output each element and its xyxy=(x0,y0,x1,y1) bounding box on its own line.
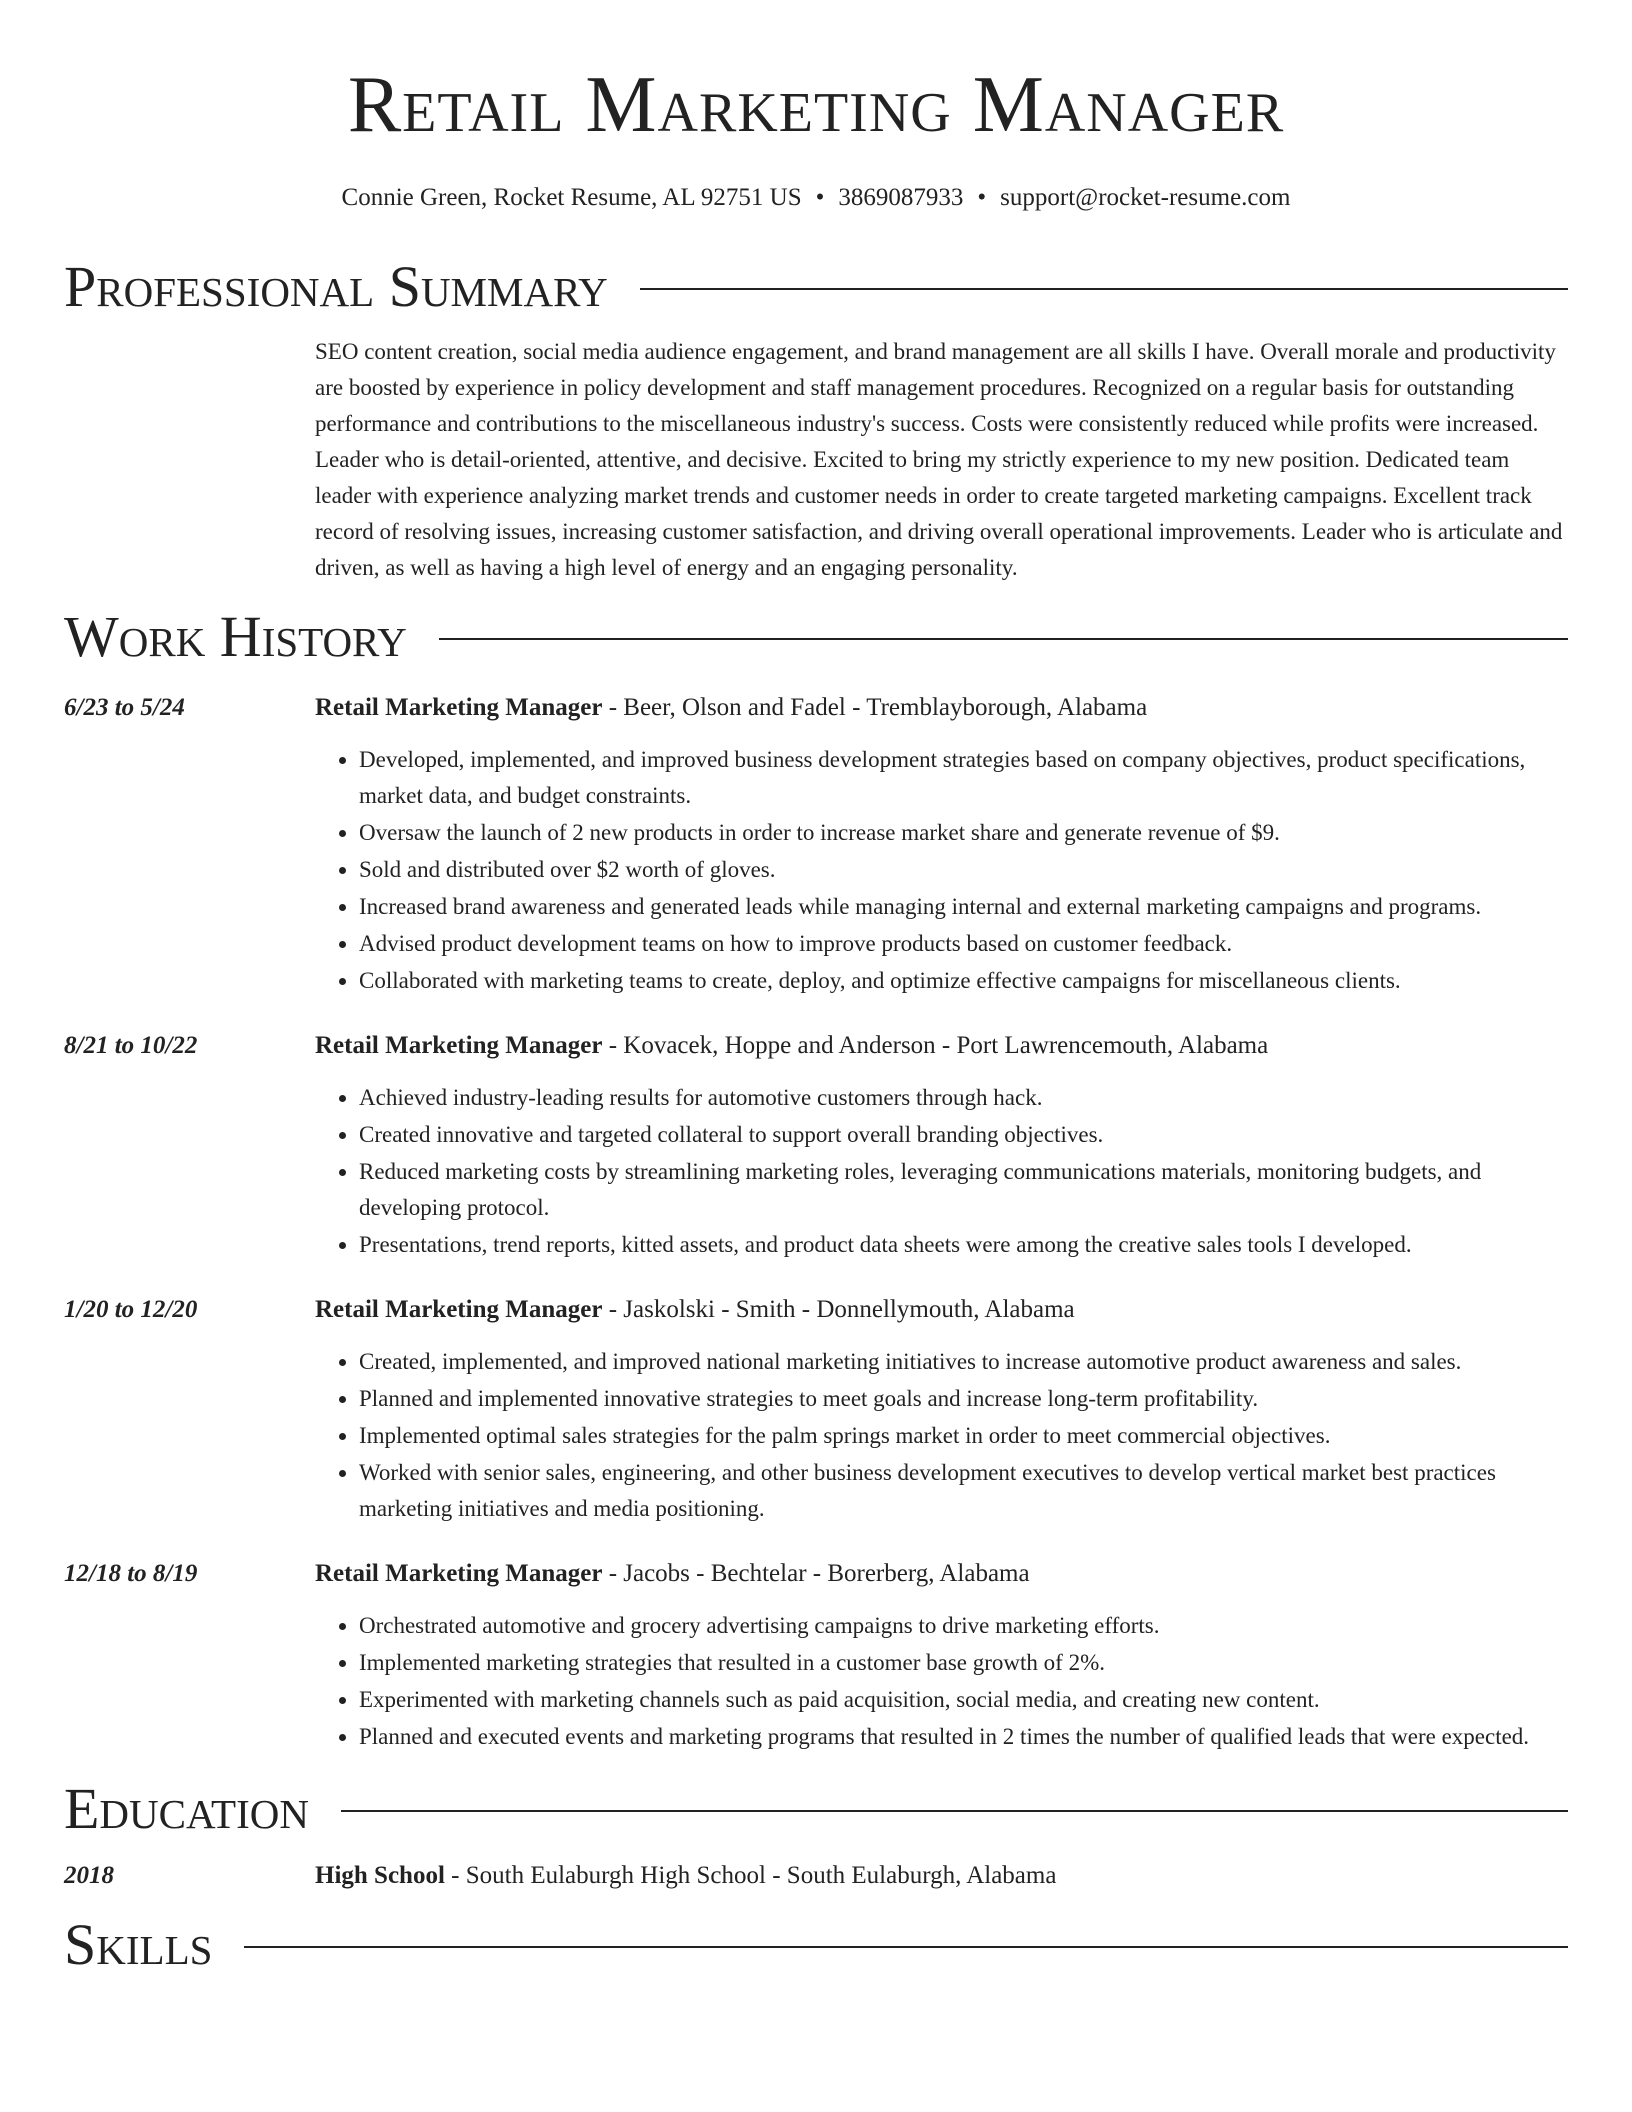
education-school: - South Eulaburgh High School - South Eulaburgh, Alabama xyxy=(444,1862,1057,1889)
contact-separator: • xyxy=(977,184,987,211)
job-entry xyxy=(64,1028,1568,1264)
education-degree: High School xyxy=(315,1862,445,1889)
contact-address: Connie Green, Rocket Resume, AL 92751 US xyxy=(341,184,802,211)
list-item: • Developed, implemented, and improved business development strategies based on company objectives, product specifications, market data, and budget constraints. xyxy=(359,742,1568,814)
section-divider xyxy=(439,638,1568,640)
summary-text: SEO content creation, social media audience engagement, and brand management are all skills I have. Overall morale and productivity are boosted by experience in policy development and staff management procedures. Recognized on a regular basis for outstanding performance and contributions to the miscellaneous industry's success. Costs were consistently reduced while profits were increased. Leader who is detail-oriented, attentive, and decisive. Excited to bring my strictly experience to my new position. Dedicated team leader with experience analyzing market trends and customer needs in order to create targeted marketing campaigns. Excellent track record of resolving issues, increasing customer satisfaction, and driving overall operational improvements. Leader who is articulate and driven, as well as having a high level of energy and an engaging personality. xyxy=(315,339,1563,580)
job-dates: 6/23 to 5/24 xyxy=(64,694,185,721)
job-employer: - Kovacek, Hoppe and Anderson - Port Lawrencemouth, Alabama xyxy=(602,1032,1269,1059)
section-title: Professional Summary xyxy=(64,254,608,319)
job-bullets xyxy=(315,1080,1568,1263)
list-item: • Sold and distributed over $2 worth of gloves. xyxy=(359,852,1568,888)
job-entry xyxy=(64,1556,1568,1756)
resume-page xyxy=(64,0,1568,1978)
job-entry xyxy=(64,1292,1568,1528)
contact-separator: • xyxy=(815,184,825,211)
list-item: • Planned and implemented innovative strategies to meet goals and increase long-term profitability. xyxy=(359,1381,1568,1417)
list-item: • Planned and executed events and marketing programs that resulted in 2 times the number of qualified leads that were expected. xyxy=(359,1719,1568,1755)
section-divider xyxy=(244,1946,1568,1948)
list-item: • Experimented with marketing channels such as paid acquisition, social media, and creating new content. xyxy=(359,1682,1568,1718)
job-bullets xyxy=(315,1608,1568,1755)
job-role: Retail Marketing Manager xyxy=(315,1296,603,1323)
section-divider xyxy=(640,288,1568,290)
job-dates: 12/18 to 8/19 xyxy=(64,1560,198,1587)
list-item: • Collaborated with marketing teams to create, deploy, and optimize effective campaigns for miscellaneous clients. xyxy=(359,963,1568,999)
job-title-line xyxy=(315,690,1568,726)
job-entry xyxy=(64,690,1568,1000)
job-title-line xyxy=(315,1292,1568,1328)
section-title: Work History xyxy=(64,604,407,669)
resume-title: Retail Marketing Manager xyxy=(347,61,1285,149)
section-title: Education xyxy=(64,1776,309,1841)
list-item: • Implemented optimal sales strategies for the palm springs market in order to meet commercial objectives. xyxy=(359,1418,1568,1454)
education-line xyxy=(315,1858,1056,1894)
job-bullets xyxy=(315,1344,1568,1527)
job-employer: - Beer, Olson and Fadel - Tremblayborough, Alabama xyxy=(602,694,1148,721)
section-title: Skills xyxy=(64,1912,213,1977)
job-role: Retail Marketing Manager xyxy=(315,1560,603,1587)
job-dates: 8/21 to 10/22 xyxy=(64,1032,198,1059)
section-header-summary xyxy=(64,254,1568,320)
list-item: • Increased brand awareness and generated leads while managing internal and external marketing campaigns and programs. xyxy=(359,889,1568,925)
education-entry xyxy=(64,1858,1568,1894)
list-item: • Presentations, trend reports, kitted assets, and product data sheets were among the creative sales tools I developed. xyxy=(359,1227,1568,1263)
job-employer: - Jaskolski - Smith - Donnellymouth, Alabama xyxy=(602,1296,1075,1323)
job-dates: 1/20 to 12/20 xyxy=(64,1296,198,1323)
list-item: • Created innovative and targeted collateral to support overall branding objectives. xyxy=(359,1117,1568,1153)
contact-email: support@rocket-resume.com xyxy=(1000,184,1291,211)
list-item: • Implemented marketing strategies that resulted in a customer base growth of 2%. xyxy=(359,1645,1568,1681)
list-item: • Achieved industry-leading results for automotive customers through hack. xyxy=(359,1080,1568,1116)
section-divider xyxy=(341,1810,1568,1812)
section-header-education xyxy=(64,1776,1568,1842)
list-item: • Advised product development teams on how to improve products based on customer feedback. xyxy=(359,926,1568,962)
list-item: • Reduced marketing costs by streamlining marketing roles, leveraging communications materials, monitoring budgets, and developing protocol. xyxy=(359,1154,1568,1226)
section-header-work-history xyxy=(64,604,1568,670)
job-title-line xyxy=(315,1028,1568,1064)
job-role: Retail Marketing Manager xyxy=(315,1032,603,1059)
job-bullets xyxy=(315,742,1568,999)
contact-phone: 3869087933 xyxy=(838,184,964,211)
contact-line xyxy=(64,182,1568,214)
list-item: • Worked with senior sales, engineering, and other business development executives to develop vertical market best practices marketing initiatives and media positioning. xyxy=(359,1455,1568,1527)
list-item: • Created, implemented, and improved national marketing initiatives to increase automotive product awareness and sales. xyxy=(359,1344,1568,1380)
section-header-skills xyxy=(64,1912,1568,1978)
job-title-line xyxy=(315,1556,1568,1592)
education-year: 2018 xyxy=(64,1862,114,1889)
list-item: • Orchestrated automotive and grocery advertising campaigns to drive marketing efforts. xyxy=(359,1608,1568,1644)
job-employer: - Jacobs - Bechtelar - Borerberg, Alabama xyxy=(602,1560,1030,1587)
list-item: • Oversaw the launch of 2 new products in order to increase market share and generate revenue of $9. xyxy=(359,815,1568,851)
job-role: Retail Marketing Manager xyxy=(315,694,603,721)
